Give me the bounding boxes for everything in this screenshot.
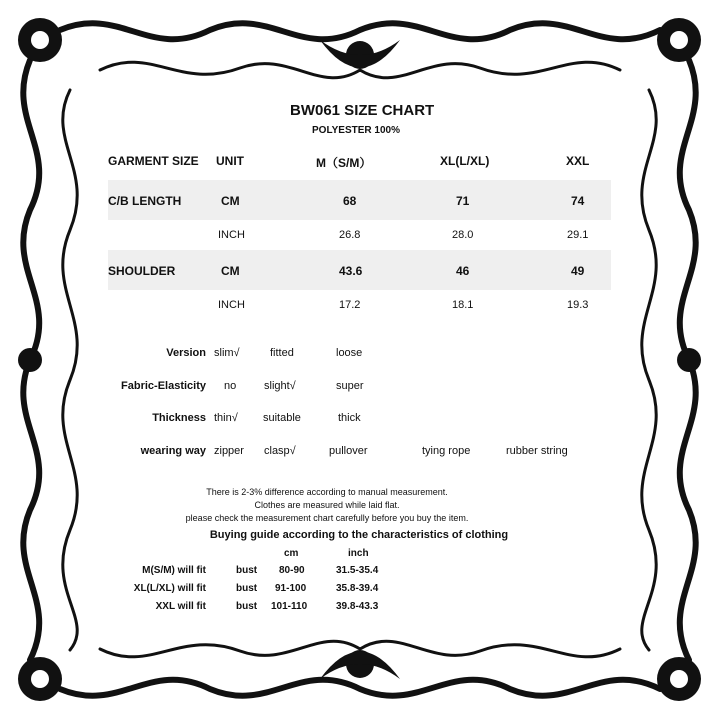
cell-value: 49 bbox=[571, 264, 585, 278]
row-label: C/B LENGTH bbox=[108, 194, 182, 208]
cell-value: 19.3 bbox=[567, 299, 589, 311]
guide-row-cm: 80-90 bbox=[279, 565, 305, 576]
guide-row-label: M(S/M) will fit bbox=[142, 565, 206, 576]
cell-value: 71 bbox=[456, 194, 470, 208]
note-line: please check the measurement chart carefully before you buy the item. bbox=[185, 513, 469, 523]
row-unit: INCH bbox=[218, 299, 245, 311]
row-label: SHOULDER bbox=[108, 264, 176, 278]
cell-value: 46 bbox=[456, 264, 470, 278]
header-size-xl: XL(L/XL) bbox=[440, 154, 490, 168]
attr-option: zipper bbox=[214, 445, 244, 457]
cell-value: 18.1 bbox=[452, 299, 474, 311]
cell-value: 68 bbox=[343, 194, 357, 208]
cell-value: 28.0 bbox=[452, 229, 474, 241]
cell-value: 17.2 bbox=[339, 299, 361, 311]
row-unit: CM bbox=[221, 264, 240, 278]
attr-option: pullover bbox=[329, 445, 368, 457]
header-unit: UNIT bbox=[216, 154, 244, 168]
attr-option: thin√ bbox=[214, 412, 238, 424]
attr-option: fitted bbox=[270, 347, 294, 359]
row-unit: INCH bbox=[218, 229, 245, 241]
row-unit: CM bbox=[221, 194, 240, 208]
cell-value: 43.6 bbox=[339, 264, 363, 278]
attr-label-elasticity: Fabric-Elasticity bbox=[121, 380, 206, 392]
cell-value: 74 bbox=[571, 194, 585, 208]
material-label: POLYESTER 100% bbox=[312, 125, 401, 136]
attr-option: rubber string bbox=[506, 445, 568, 457]
guide-row-label: XL(L/XL) will fit bbox=[133, 583, 206, 594]
cell-value: 26.8 bbox=[339, 229, 361, 241]
header-size-xxl: XXL bbox=[566, 154, 590, 168]
attr-option: tying rope bbox=[422, 445, 471, 457]
attr-label-version: Version bbox=[166, 347, 206, 359]
guide-row-cm: 91-100 bbox=[275, 583, 307, 594]
cell-value: 29.1 bbox=[567, 229, 589, 241]
guide-row-inch: 39.8-43.3 bbox=[336, 601, 379, 612]
guide-row-part: bust bbox=[236, 583, 258, 594]
guide-row-label: XXL will fit bbox=[155, 601, 206, 612]
attr-option: suitable bbox=[263, 412, 301, 424]
attr-option: loose bbox=[336, 347, 363, 359]
attr-option: slight√ bbox=[264, 380, 296, 392]
guide-row-part: bust bbox=[236, 601, 258, 612]
attr-label-wearing-way: wearing way bbox=[140, 445, 206, 457]
guide-col-cm: cm bbox=[284, 548, 299, 559]
guide-row-inch: 35.8-39.4 bbox=[336, 583, 379, 594]
guide-row-part: bust bbox=[236, 565, 258, 576]
row-shade bbox=[108, 180, 611, 220]
attr-option: thick bbox=[338, 412, 361, 424]
attr-option: no bbox=[224, 380, 237, 392]
attr-label-thickness: Thickness bbox=[152, 412, 206, 424]
guide-title: Buying guide according to the characteristics of clothing bbox=[209, 529, 509, 541]
chart-title: BW061 SIZE CHART bbox=[290, 102, 435, 119]
note-line: There is 2-3% difference according to manual measurement. bbox=[206, 487, 448, 497]
guide-row-inch: 31.5-35.4 bbox=[336, 565, 379, 576]
guide-col-inch: inch bbox=[348, 548, 369, 559]
attr-option: super bbox=[336, 380, 364, 392]
note-line: Clothes are measured while laid flat. bbox=[254, 500, 400, 510]
guide-row-cm: 101-110 bbox=[271, 601, 308, 612]
attr-option: slim√ bbox=[214, 347, 240, 359]
header-size-m: M（S/M） bbox=[316, 156, 372, 170]
attr-option: clasp√ bbox=[264, 445, 296, 457]
header-garment-size: GARMENT SIZE bbox=[108, 154, 199, 168]
